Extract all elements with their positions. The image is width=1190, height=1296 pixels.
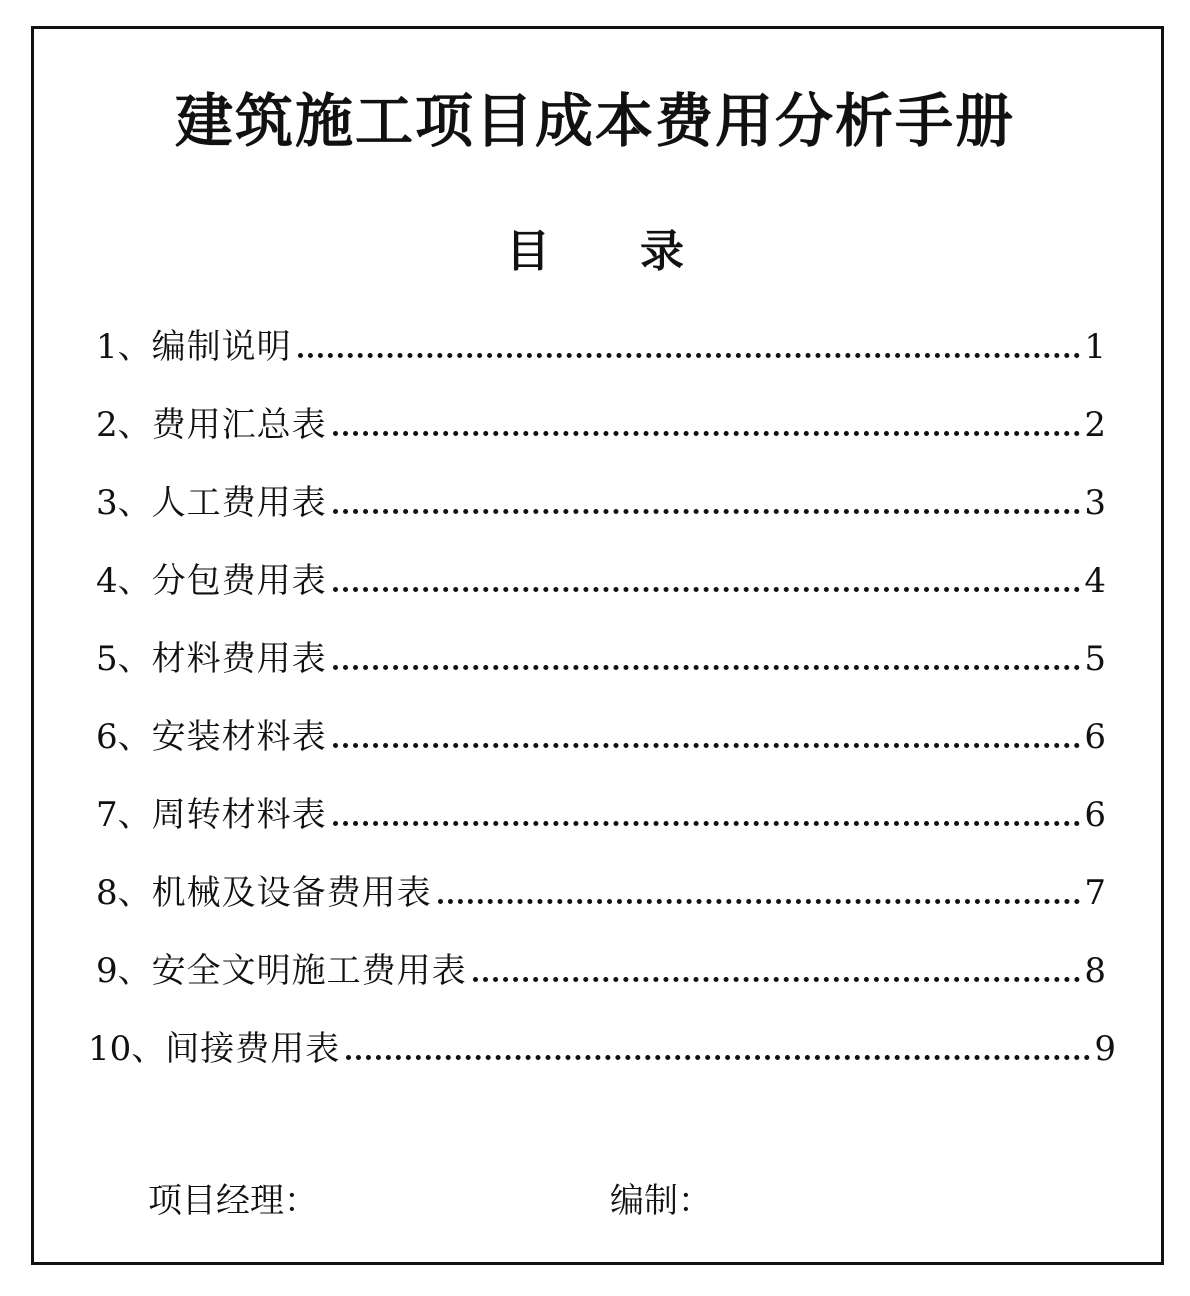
- toc-item-label: 材料费用表: [151, 639, 327, 679]
- table-of-contents: [88, 322, 1116, 1102]
- toc-item-2: [96, 400, 1106, 478]
- toc-dot-leader: [333, 743, 1081, 748]
- toc-item-number: 6、: [96, 717, 152, 757]
- toc-item-label: 周转材料表: [151, 795, 327, 835]
- toc-item-page: 6: [1084, 717, 1106, 757]
- toc-item-page: 6: [1084, 795, 1106, 835]
- toc-item-page: 7: [1084, 873, 1106, 913]
- toc-item-label: 分包费用表: [151, 561, 327, 601]
- toc-item-number: 10、: [88, 1029, 166, 1069]
- toc-heading-left: 目: [506, 226, 550, 277]
- toc-item-number: 4、: [96, 561, 152, 601]
- toc-dot-leader: [473, 977, 1081, 982]
- toc-item-4: [96, 556, 1106, 634]
- toc-item-page: 3: [1084, 483, 1106, 523]
- toc-item-number: 1、: [96, 327, 152, 367]
- toc-dot-leader: [333, 665, 1081, 670]
- toc-item-5: [96, 634, 1106, 712]
- toc-item-page: 9: [1094, 1029, 1116, 1069]
- toc-item-label: 间接费用表: [165, 1029, 341, 1069]
- toc-item-label: 安全文明施工费用表: [151, 951, 467, 991]
- document-title: 建筑施工项目成本费用分析手册: [174, 87, 1015, 155]
- toc-dot-leader: [346, 1055, 1090, 1060]
- toc-dot-leader: [333, 509, 1081, 514]
- toc-item-number: 8、: [96, 873, 152, 913]
- toc-item-label: 安装材料表: [151, 717, 327, 757]
- toc-item-8: [96, 868, 1106, 946]
- toc-dot-leader: [333, 587, 1081, 592]
- toc-dot-leader: [438, 899, 1081, 904]
- toc-item-label: 费用汇总表: [151, 405, 327, 445]
- toc-item-number: 5、: [96, 639, 152, 679]
- toc-item-6: [96, 712, 1106, 790]
- project-manager-label: 项目经理：: [148, 1181, 318, 1221]
- toc-dot-leader: [298, 353, 1081, 358]
- toc-item-page: 4: [1084, 561, 1106, 601]
- toc-item-7: [96, 790, 1106, 868]
- toc-dot-leader: [333, 431, 1081, 436]
- toc-item-label: 编制说明: [151, 327, 292, 367]
- toc-dot-leader: [333, 821, 1081, 826]
- toc-heading: [0, 224, 1190, 280]
- toc-item-page: 1: [1084, 327, 1106, 367]
- toc-item-page: 5: [1084, 639, 1106, 679]
- toc-item-number: 3、: [96, 483, 152, 523]
- toc-item-number: 2、: [96, 405, 152, 445]
- toc-item-label: 机械及设备费用表: [151, 873, 432, 913]
- toc-item-number: 7、: [96, 795, 152, 835]
- toc-item-3: [96, 478, 1106, 556]
- toc-item-1: [96, 322, 1106, 400]
- toc-heading-right: 录: [640, 226, 684, 277]
- toc-item-page: 2: [1084, 405, 1106, 445]
- toc-item-page: 8: [1084, 951, 1106, 991]
- compiler-label: 编制：: [610, 1181, 712, 1221]
- toc-item-9: [96, 946, 1106, 1024]
- toc-item-10: [88, 1024, 1116, 1102]
- toc-item-number: 9、: [96, 951, 152, 991]
- toc-item-label: 人工费用表: [151, 483, 327, 523]
